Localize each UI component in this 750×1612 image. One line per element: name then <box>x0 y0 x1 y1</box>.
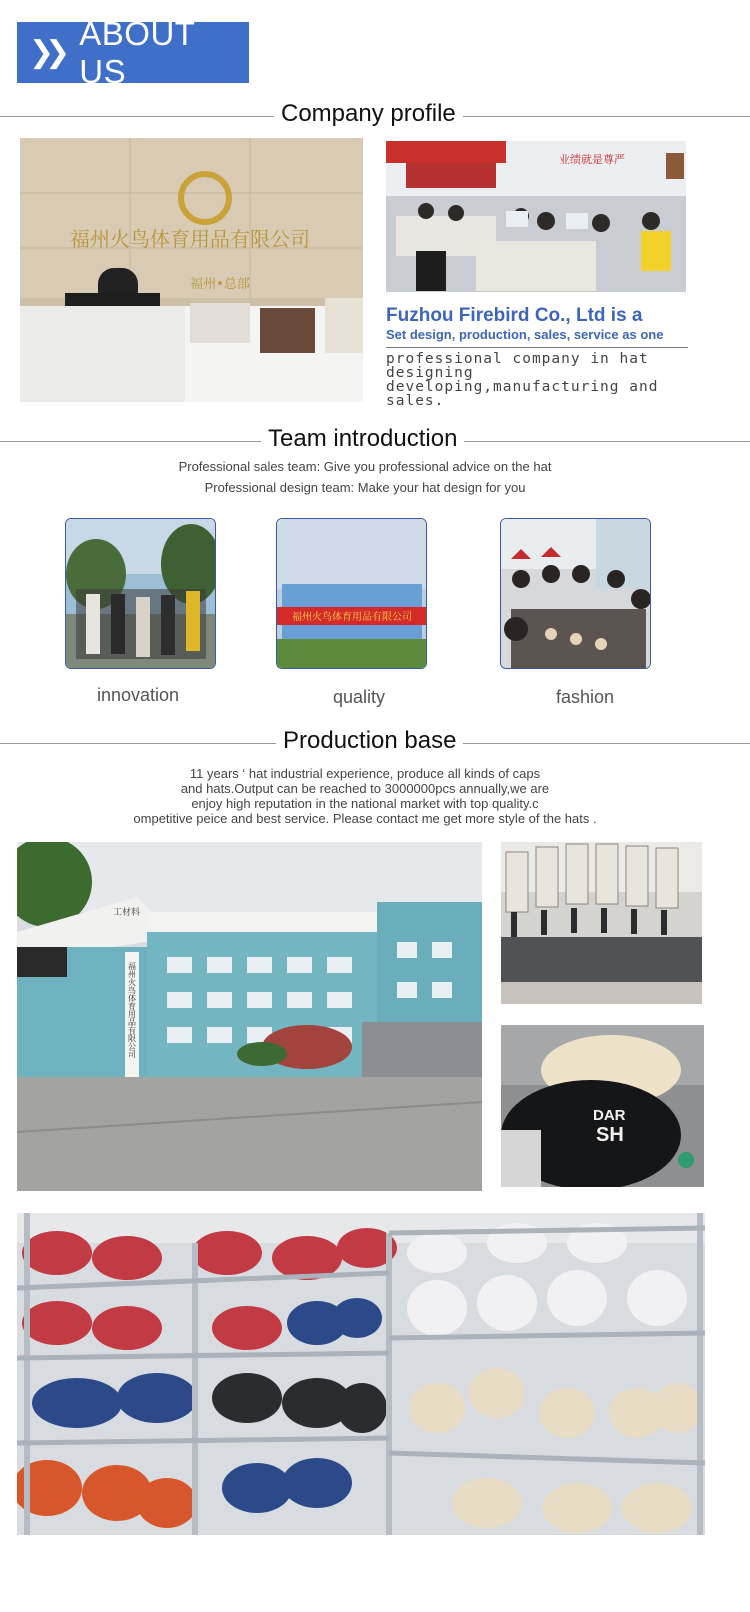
production-description <box>60 766 670 826</box>
reception-sub-text: 福州•总部 <box>190 277 250 292</box>
office-slogan-text: 业绩就是尊严 <box>559 153 625 166</box>
factory-building-photo <box>17 842 482 1191</box>
section-title-company-profile: Company profile <box>274 100 463 128</box>
reception-photo <box>20 138 363 402</box>
section-title-team-introduction: Team introduction <box>261 425 464 453</box>
team-label-fashion: fashion <box>555 687 615 707</box>
factory-sign-text: 工材料 <box>113 908 141 918</box>
company-desc-line2: developing,manufacturing and sales. <box>386 379 659 409</box>
production-line2: and hats.Output can be reached to 3000000pcs annually,we are <box>180 781 550 796</box>
profile-divider <box>386 347 688 348</box>
company-subline: Set design, production, sales, service as one <box>386 327 664 342</box>
banner-sign-text: 福州火鸟体育用品有限公司 <box>292 612 412 623</box>
warehouse-shelves-photo <box>17 1213 705 1535</box>
team-label-quality: quality <box>332 687 386 707</box>
gate-sign-text: 福州火鸟体育用品有限公司 <box>127 962 137 1058</box>
team-intro-line1: Professional sales team: Give you professional advice on the hat <box>178 459 552 474</box>
company-name-line: Fuzhou Firebird Co., Ltd is a <box>386 305 643 326</box>
team-photo-fashion <box>500 518 651 669</box>
hat-production-photo <box>501 1025 704 1187</box>
team-label-innovation: innovation <box>96 685 180 705</box>
team-photo-innovation <box>65 518 216 669</box>
hat-text-2: SH <box>596 1124 624 1146</box>
section-title-production-base: Production base <box>276 727 463 755</box>
about-us-banner <box>17 14 249 90</box>
production-line3: enjoy high reputation in the national market with top quality.c <box>191 796 539 811</box>
team-photo-quality <box>276 518 427 669</box>
production-line1: 11 years ‘ hat industrial experience, produce all kinds of caps <box>189 766 541 781</box>
company-description <box>386 352 706 408</box>
hat-text-1: DAR <box>593 1107 626 1124</box>
double-chevron-icon: ❯❯ <box>29 35 62 70</box>
team-intro-line2: Professional design team: Make your hat design for you <box>204 480 526 495</box>
company-desc-line1: professional company in hat designing <box>386 351 649 381</box>
reception-sign-text: 福州火鸟体育用品有限公司 <box>70 227 310 251</box>
office-photo <box>386 141 686 292</box>
page-title: ABOUT US <box>79 14 195 90</box>
production-line4: ompetitive peice and best service. Please contact me get more style of the hats . <box>133 811 597 826</box>
embroidery-machine-photo <box>501 842 702 1004</box>
